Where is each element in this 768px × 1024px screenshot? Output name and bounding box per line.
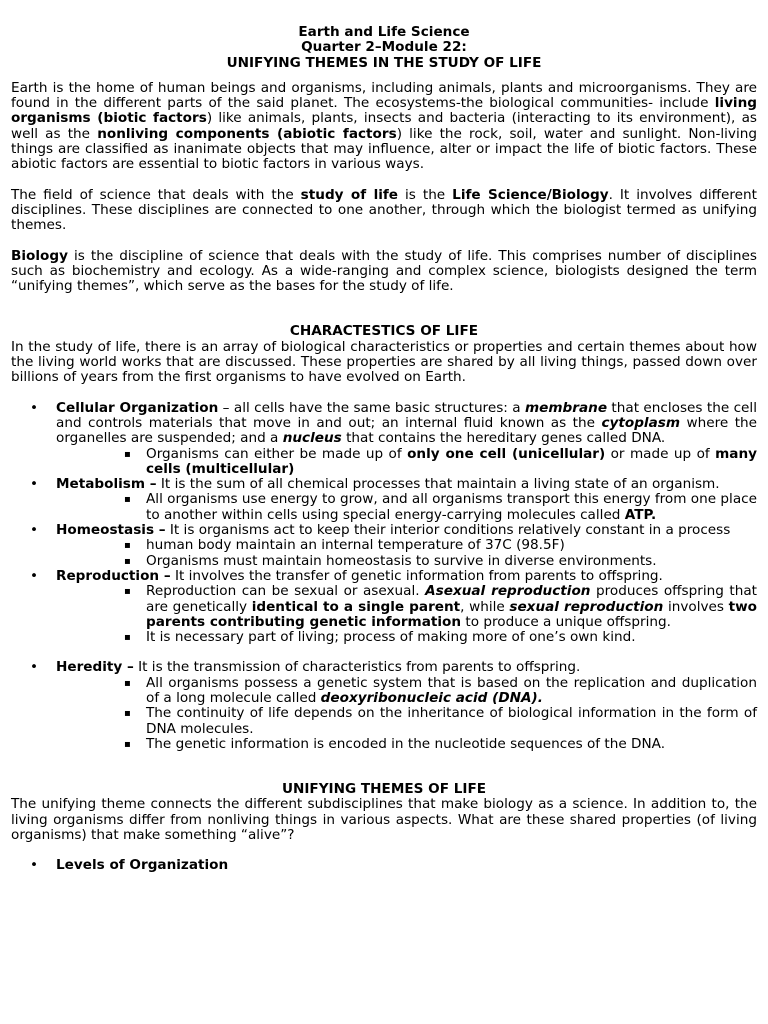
- text-run: – all cells have the same basic structures: a: [218, 399, 525, 416]
- document-header: [11, 25, 757, 71]
- text-run: It is organisms act to keep their interior conditions relatively constant in a process: [165, 522, 731, 539]
- text-run: It involves the transfer of genetic information from parents to offspring.: [170, 567, 663, 584]
- emphasized-text: Cellular Organization: [56, 399, 219, 416]
- emphasized-text: Reproduction –: [56, 567, 171, 584]
- emphasized-text: living organisms (biotic factors: [11, 95, 757, 127]
- text-run: Earth is the home of human beings and organisms, including animals, plants and microorganisms. They are found in the different parts of the said planet. The ecosystems-the biological communities- include: [11, 79, 757, 112]
- text-run: It is necessary part of living; process of making more of one’s own kind.: [146, 629, 636, 646]
- emphasized-text: nonliving components (abiotic factors: [97, 125, 397, 142]
- list-item: [11, 569, 757, 584]
- bullet-icon: •: [30, 567, 39, 584]
- emphasized-text: membrane: [524, 399, 608, 416]
- list-item: [11, 401, 757, 447]
- unifying-themes-intro: [11, 797, 757, 843]
- text-run: ) like the rock, soil, water and sunlight. Non-living things are classified as inanimate objects that may influence, alter or impact the life of biotic factors. These abiotic factors are essential to biotic factors in various ways.: [11, 125, 757, 173]
- square-bullet-icon: ▪: [124, 708, 131, 720]
- bullet-icon: •: [30, 522, 39, 539]
- emphasized-text: two parents contributing genetic information: [146, 598, 757, 630]
- sub-list-item: [11, 447, 757, 478]
- sub-list-item: [11, 584, 757, 630]
- text-run: All organisms use energy to grow, and all organisms transport this energy from one place to another within cells using special energy-carrying molecules called: [146, 491, 757, 523]
- intro-paragraph-3: [11, 249, 757, 295]
- bullet-icon: •: [30, 399, 39, 416]
- text-run: that encloses the cell and controls materials that move in and out; an internal fluid known as the: [56, 399, 757, 431]
- text-run: human body maintain an internal temperature of 37C (98.5F): [146, 537, 565, 554]
- square-bullet-icon: ▪: [124, 586, 131, 598]
- bullet-icon: •: [30, 857, 39, 874]
- emphasized-text: Homeostasis –: [56, 522, 166, 539]
- text-run: The unifying theme connects the different subdisciplines that make biology as a science. In addition to, the living organisms differ from nonliving things in various aspects. What are these shared properties (of living organisms) that make something “alive”?: [11, 796, 757, 844]
- square-bullet-icon: ▪: [124, 738, 131, 750]
- characteristics-heading: CHARACTESTICS OF LIFE: [289, 323, 479, 340]
- text-run: Organisms can either be made up of: [146, 445, 408, 462]
- emphasized-text: ATP.: [624, 506, 657, 523]
- emphasized-text: many cells (multicellular): [146, 445, 757, 477]
- square-bullet-icon: ▪: [124, 540, 131, 552]
- intro-paragraph-1: [11, 81, 757, 173]
- bullet-icon: •: [30, 659, 39, 676]
- sub-list-item: [11, 676, 757, 707]
- text-run: In the study of life, there is an array of biological characteristics or properties and certain themes about how the living world works that are discussed. These properties are shared by all living things, passed down over billions of years from the first organisms to have evolved on Earth.: [11, 338, 757, 386]
- emphasized-text: identical to a single parent: [251, 598, 461, 615]
- list-item: [11, 477, 757, 492]
- text-run: The genetic information is encoded in the nucleotide sequences of the DNA.: [146, 735, 666, 752]
- emphasized-text: study of life: [300, 186, 399, 203]
- lesson-title: UNIFYING THEMES IN THE STUDY OF LIFE: [226, 54, 542, 71]
- spacer: [11, 645, 757, 660]
- text-run: All organisms possess a genetic system that is based on the replication and duplication of a long molecule called: [146, 674, 757, 706]
- square-bullet-icon: ▪: [124, 448, 131, 460]
- unifying-themes-heading: UNIFYING THEMES OF LIFE: [281, 781, 487, 798]
- list-item: [11, 523, 757, 538]
- text-run: , while: [460, 598, 510, 615]
- sub-list-item: [11, 706, 757, 737]
- text-run: or made up of: [605, 445, 716, 462]
- square-bullet-icon: ▪: [124, 555, 131, 567]
- emphasized-text: cytoplasm: [601, 414, 681, 431]
- bullet-icon: •: [30, 476, 39, 493]
- square-bullet-icon: ▪: [124, 632, 131, 644]
- characteristics-list: [11, 401, 757, 753]
- text-run: that contains the hereditary genes called DNA.: [341, 430, 666, 447]
- emphasized-text: sexual reproduction: [509, 598, 664, 615]
- text-run: involves: [663, 598, 729, 615]
- emphasized-text: Levels of Organization: [56, 857, 229, 874]
- text-run: is the discipline of science that deals with the study of life. This comprises number of disciplines such as biochemistry and ecology. As a wide-ranging and complex science, biologists designed the term “unifying themes”, which serve as the bases for the study of life.: [11, 247, 757, 295]
- text-run: The continuity of life depends on the inheritance of biological information in the form of DNA molecules.: [146, 705, 757, 737]
- text-run: Organisms must maintain homeostasis to survive in diverse environments.: [146, 552, 657, 569]
- emphasized-text: Metabolism –: [56, 476, 157, 493]
- text-run: is the: [398, 186, 453, 203]
- text-run: The field of science that deals with the: [11, 186, 301, 203]
- text-run: . It involves different disciplines. These disciplines are connected to one another, through which the biologist termed as unifying themes.: [11, 186, 757, 234]
- sub-list-item: [11, 492, 757, 523]
- text-run: to produce a unique offspring.: [461, 613, 671, 630]
- text-run: It is the transmission of characteristics from parents to offspring.: [133, 659, 581, 676]
- text-run: where the organelles are suspended; and a: [56, 414, 758, 447]
- emphasized-text: Biology: [11, 247, 68, 264]
- emphasized-text: Heredity –: [56, 659, 134, 676]
- text-run: ) like animals, plants, insects and bacteria (interacting to its environment), as well as the: [11, 110, 757, 142]
- subject-title: Earth and Life Science: [298, 24, 470, 40]
- square-bullet-icon: ▪: [124, 677, 131, 689]
- unifying-themes-list: [11, 858, 757, 873]
- module-title: Quarter 2–Module 22:: [301, 39, 467, 56]
- sub-list-item: [11, 538, 757, 553]
- list-item: [11, 858, 757, 873]
- text-run: It is the sum of all chemical processes that maintain a living state of an organism.: [156, 476, 720, 493]
- characteristics-intro: [11, 340, 757, 386]
- text-run: produces offspring that are genetically: [146, 583, 757, 615]
- emphasized-text: nucleus: [282, 430, 342, 447]
- sub-list-item: [11, 554, 757, 569]
- square-bullet-icon: ▪: [124, 494, 131, 506]
- emphasized-text: Asexual reproduction: [425, 583, 591, 600]
- intro-paragraph-2: [11, 188, 757, 234]
- text-run: Reproduction can be sexual or asexual.: [146, 583, 426, 600]
- emphasized-text: deoxyribonucleic acid (DNA).: [320, 689, 543, 706]
- emphasized-text: Life Science/Biology: [452, 186, 609, 203]
- list-item: [11, 660, 757, 675]
- sub-list-item: [11, 630, 757, 645]
- emphasized-text: only one cell (unicellular): [407, 445, 606, 462]
- sub-list-item: [11, 737, 757, 752]
